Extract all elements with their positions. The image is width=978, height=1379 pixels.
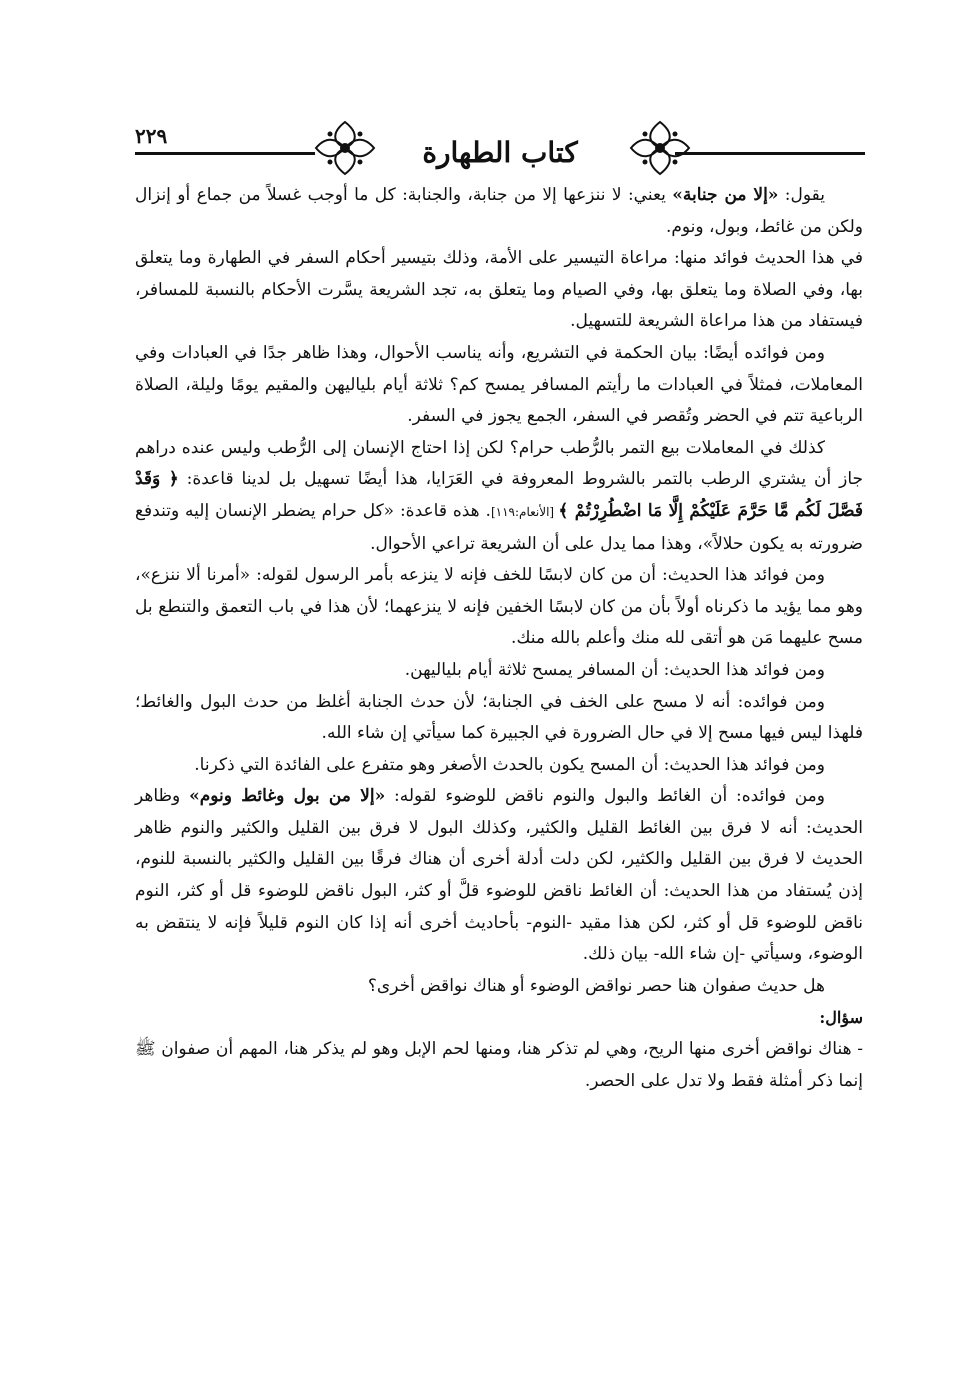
header-rule-left (135, 152, 315, 155)
paragraph-9-prefix: ومن فوائده: أن الغائط والبول والنوم ناقض للوضوء لقوله: (385, 786, 825, 807)
paragraph-4 (135, 433, 863, 560)
paragraph-4-text-before: كذلك في المعاملات بيع التمر بالرُّطب حرام؟ لكن إذا احتاج الإنسان إلى الرُّطب وليس عنده دراهم جاز أن يشتري الرطب بالتمر بالشروط المعروفة في العَرَايا، هذا أيضًا تسهيل بل لدينا قاعدة: (135, 437, 864, 490)
paragraph-1-prefix: يقول: (778, 185, 825, 205)
paragraph-9 (135, 781, 863, 971)
header-rule-right (675, 152, 865, 155)
arabesque-ornament-icon (310, 118, 380, 178)
quran-verse: ﴿ وَقَدْ فَصَّلَ لَكُم مَّا حَرَّمَ عَلَيْكُمْ إِلَّا مَا اضْطُرِرْتُمْ ﴾ (135, 469, 863, 521)
page-header (135, 110, 865, 180)
paragraph-2: في هذا الحديث فوائد منها: مراعاة التيسير على الأمة، وذلك بتيسير أحكام السفر في الطهارة وما يتعلق بها، وفي الصلاة وما يتعلق بها، وفي الصيام وما يتعلق به، تجد الشريعة يسَّرت الأحكام بالنسبة للمسافر، فيستفاد من هذا مراعاة الشريعة للتسهيل. (135, 248, 863, 332)
paragraph-8: ومن فوائد هذا الحديث: أن المسح يكون بالحدث الأصغر وهو متفرع على الفائدة التي ذكرنا. (194, 754, 825, 775)
paragraph-4-text-after: . هذه قاعدة: «كل حرام يضطر الإنسان إليه وتندفع ضرورته به يكون حلالاً»، وهذا مما يدل على أن الشريعة تراعي الأحوال. (135, 500, 863, 554)
paragraph-6: ومن فوائد هذا الحديث: أن المسافر يمسح ثلاثة أيام بلياليهن. (404, 659, 825, 680)
paragraph-1 (135, 180, 863, 243)
paragraph-9-text: وظاهر الحديث: أنه لا فرق بين الغائط القليل والكثير، وكذلك البول لا فرق بين القليل والكثير والنوم ظاهر الحديث لا فرق بين القليل والكثير، لكن دلت أدلة أخرى أن هناك فرقًا بين القليل والكثير بالنسبة للنوم، إذن يُستفاد من هذا الحديث: أن الغائط ناقض للوضوء قلَّ أو كثر، البول ناقض للوضوء قل أو كثر، النوم ناقض للوضوء قل أو كثر، لكن هذا مقيد -النوم- بأحاديث أخرى أنه إذا كان النوم قليلاً فإنه لا ينتقض به الوضوء، وسيأتي -إن شاء الله- بيان ذلك. (135, 786, 863, 965)
question-label: سؤال: (819, 1008, 863, 1028)
hadith-quote: «إلا من بول وغائط ونوم» (189, 786, 386, 807)
paragraph-1-text: يعني: لا ننزعها إلا من جنابة، والجنابة: كل ما أوجب غسلاً من جماع أو إنزال ولكن من غائط، وبول، ونوم. (135, 185, 863, 237)
book-title: كتاب الطهارة (422, 136, 578, 169)
paragraph-10: هل حديث صفوان هنا حصر نواقض الوضوء أو هناك نواقض أخرى؟ (367, 975, 825, 996)
hadith-quote: «إلا من جنابة» (672, 185, 779, 205)
paragraph-5: ومن فوائد هذا الحديث: أن من كان لابسًا للخف فإنه لا ينزعه بأمر الرسول لقوله: «أمرنا ألا ننزع»، وهو مما يؤيد ما ذكرناه أولاً بأن من كان لابسًا الخفين فإنه لا ينزعهما؛ لأن هذا في باب التعمق والتنطع بل مسح عليهما مَن هو أتقى لله منك وأعلم بالله منك. (135, 565, 863, 649)
arabesque-ornament-icon (625, 118, 695, 178)
answer-text: - هناك نواقض أخرى منها الريح، وهي لم تذكر هنا، ومنها لحم الإبل وهو لم يذكر هنا، المهم أن صفوان ﷺ إنما ذكر أمثلة فقط ولا تدل على الحصر. (135, 1039, 863, 1091)
paragraph-3: ومن فوائده أيضًا: بيان الحكمة في التشريع، وأنه يناسب الأحوال، وهذا ظاهر جدًا في العبادات وفي المعاملات، فمثلاً في العبادات ما رأيتم المسافر يمسح كم؟ ثلاثة أيام بلياليهن والمقيم يومًا وليلة، الصلاة الرباعية تتم في الحضر وتُقصر في السفر، الجمع يجوز في السفر. (135, 342, 863, 427)
quran-reference: [الأنعام:١١٩] (490, 504, 559, 519)
page-number: ٢٢٩ (135, 124, 168, 148)
paragraph-7: ومن فوائده: أنه لا مسح على الخف في الجنابة؛ لأن حدث الجنابة أغلظ من حدث البول والغائط؛ فلهذا ليس فيها مسح إلا في حال الضرورة في الجبيرة كما سيأتي إن شاء الله. (135, 691, 863, 744)
page-body (135, 180, 863, 1097)
